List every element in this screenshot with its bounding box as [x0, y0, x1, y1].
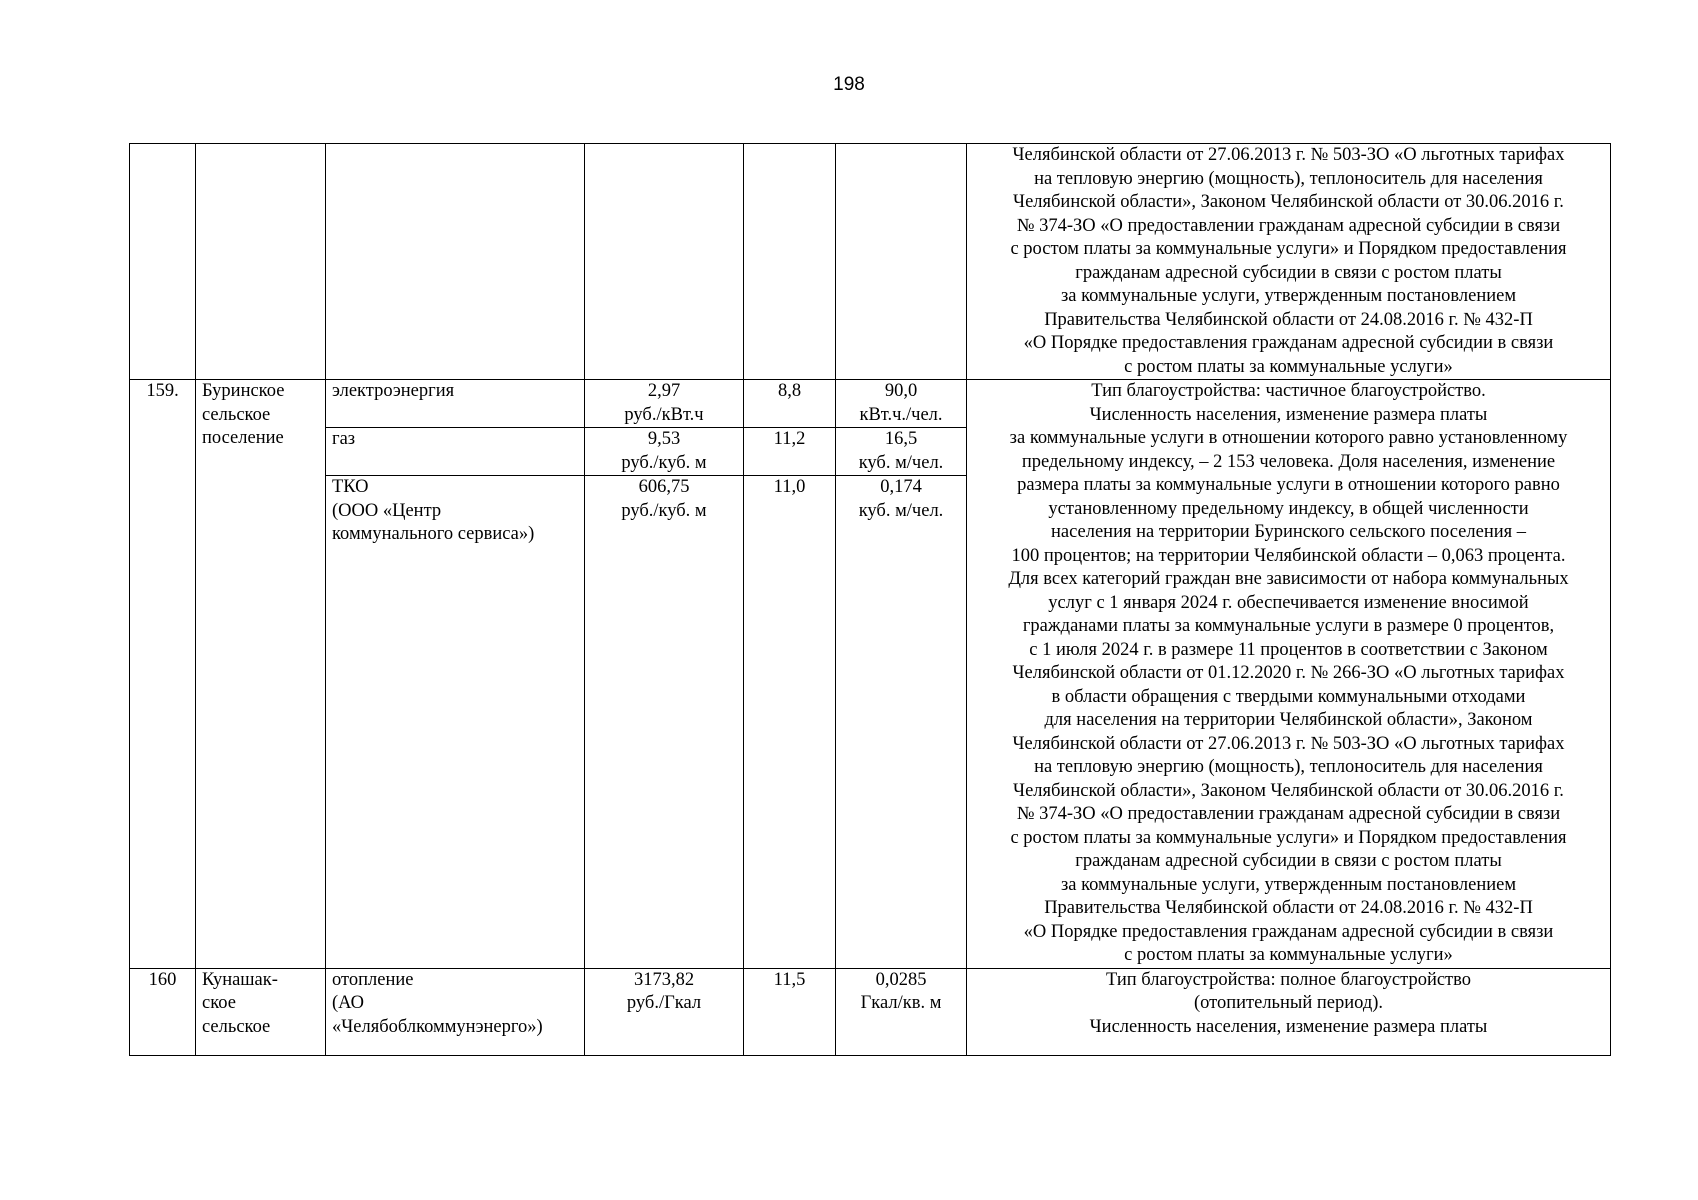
table-row-160: [130, 968, 1611, 1055]
service-name-line: коммунального сервиса»): [332, 524, 535, 545]
description-line: населения на территории Буринского сельского поселения –: [1050, 522, 1527, 542]
description-line: Челябинской области от 27.06.2013 г. № 503-ЗО «О льготных тарифах: [1012, 145, 1565, 165]
service-name-line: отопление: [332, 969, 414, 990]
service-name-line: газ: [332, 429, 356, 450]
description-line: на тепловую энергию (мощность), теплоноситель для населения: [1034, 757, 1543, 777]
description-line: Правительства Челябинской области от 24.08.2016 г. № 432-П: [1044, 898, 1533, 918]
settlement-name-line: Буринское: [202, 381, 285, 401]
percent-cell: [744, 144, 836, 380]
tariff-line: 606,75: [638, 477, 690, 498]
description-line: № 374-ЗО «О предоставлении гражданам адресной субсидии в связи: [1016, 804, 1561, 824]
description-line: в области обращения с твердыми коммунальными отходами: [1051, 686, 1526, 707]
tariff-line: руб./Гкал: [626, 993, 702, 1013]
description-line: Челябинской области от 01.12.2020 г. № 266-ЗО «О льготных тарифах: [1012, 663, 1565, 683]
tariff-value: [585, 380, 744, 428]
norm-line: 0,174: [880, 477, 922, 498]
norm-value: [836, 380, 967, 428]
tariff-value: [585, 968, 744, 1055]
row-number: 159.: [130, 380, 196, 969]
norm-value: [836, 476, 967, 968]
service-name-line: ТКО: [332, 477, 369, 498]
table-row-continuation: [130, 144, 1611, 380]
description-line: за коммунальные услуги в отношении которого равно установленному: [1009, 428, 1568, 448]
norm-line: 16,5: [884, 429, 918, 450]
settlement-cell: [196, 144, 326, 380]
norm-value: [836, 968, 967, 1055]
service-name-line: «Челябоблкоммунэнерго»): [332, 1016, 543, 1037]
tariff-cell: [585, 144, 744, 380]
norm-line: 90,0: [884, 381, 918, 401]
settlement-name-line: поселение: [202, 428, 284, 448]
percent-value: 11,0: [744, 476, 836, 968]
percent-value: 11,5: [744, 968, 836, 1055]
service-name: [326, 476, 585, 968]
description-line: размера платы за коммунальные услуги в отношении которого равно: [1017, 475, 1560, 495]
description-cell: [967, 968, 1611, 1055]
description-line: с 1 июля 2024 г. в размере 11 процентов в соответствии с Законом: [1029, 639, 1548, 660]
settlement-name: [196, 380, 326, 969]
service-name-line: электроэнергия: [332, 381, 455, 401]
tariff-value: [585, 428, 744, 476]
description-line: Тип благоустройства: полное благоустройство: [1105, 969, 1471, 990]
description-line: за коммунальные услуги, утвержденным постановлением: [1060, 286, 1517, 306]
description-line: гражданам адресной субсидии в связи с ростом платы: [1075, 262, 1502, 283]
description-line: Численность населения, изменение размера платы: [1089, 404, 1488, 425]
tariff-line: 9,53: [647, 429, 681, 450]
description-line: Для всех категорий граждан вне зависимости от набора коммунальных: [1008, 569, 1569, 589]
description-line: «О Порядке предоставления гражданам адресной субсидии в связи: [1023, 333, 1554, 353]
description-cell: [967, 144, 1611, 380]
tariff-line: 3173,82: [633, 969, 695, 990]
page-number: 198: [833, 74, 865, 95]
tariff-line: руб./куб. м: [621, 500, 707, 521]
settlement-name-line: сельское: [202, 404, 271, 425]
description-cell: [967, 380, 1611, 969]
service-name: [326, 968, 585, 1055]
description-line: Численность населения, изменение размера платы: [1089, 1016, 1488, 1037]
number-cell: [130, 144, 196, 380]
service-name: [326, 380, 585, 428]
description-line: с ростом платы за коммунальные услуги»: [1124, 356, 1453, 377]
description-line: с ростом платы за коммунальные услуги»: [1124, 945, 1453, 965]
service-cell: [326, 144, 585, 380]
norm-line: Гкал/кв. м: [860, 993, 942, 1013]
description-line: с ростом платы за коммунальные услуги» и Порядком предоставления: [1010, 827, 1567, 848]
description-line: Челябинской области от 27.06.2013 г. № 503-ЗО «О льготных тарифах: [1012, 733, 1565, 754]
table-row-159-electricity: [130, 380, 1611, 428]
service-name-line: (АО: [332, 993, 364, 1013]
tariff-line: руб./куб. м: [621, 452, 707, 473]
description-line: за коммунальные услуги, утвержденным постановлением: [1060, 874, 1517, 895]
description-line: № 374-ЗО «О предоставлении гражданам адресной субсидии в связи: [1016, 215, 1561, 236]
norm-cell: [836, 144, 967, 380]
description-line: Правительства Челябинской области от 24.08.2016 г. № 432-П: [1044, 309, 1533, 330]
norm-line: куб. м/чел.: [858, 500, 944, 521]
percent-value: 11,2: [744, 428, 836, 476]
settlement-name-line: сельское: [202, 1016, 271, 1037]
service-name: [326, 428, 585, 476]
description-line: для населения на территории Челябинской области», Законом: [1044, 710, 1533, 730]
tariff-line: руб./кВт.ч: [624, 404, 704, 425]
description-line: гражданами платы за коммунальные услуги в размере 0 процентов,: [1022, 616, 1555, 636]
norm-line: 0,0285: [875, 969, 927, 990]
description-line: Челябинской области», Законом Челябинской области от 30.06.2016 г.: [1013, 780, 1564, 801]
description-line: с ростом платы за коммунальные услуги» и Порядком предоставления: [1010, 239, 1567, 259]
description-line: гражданам адресной субсидии в связи с ростом платы: [1075, 851, 1502, 871]
norm-line: куб. м/чел.: [858, 452, 944, 473]
settlement-name: [196, 968, 326, 1055]
description-line: Тип благоустройства: частичное благоустройство.: [1091, 381, 1486, 401]
norm-line: кВт.ч./чел.: [859, 404, 943, 425]
row-number: 160: [130, 968, 196, 1055]
description-line: установленному предельному индексу, в общей численности: [1048, 498, 1529, 519]
service-name-line: (ООО «Центр: [332, 500, 442, 521]
description-line: на тепловую энергию (мощность), теплоноситель для населения: [1034, 168, 1543, 189]
percent-value: 8,8: [744, 380, 836, 428]
norm-value: [836, 428, 967, 476]
description-line: Челябинской области», Законом Челябинской области от 30.06.2016 г.: [1013, 192, 1564, 212]
tariff-table: [129, 143, 1611, 1056]
description-line: «О Порядке предоставления гражданам адресной субсидии в связи: [1023, 921, 1554, 942]
description-line: 100 процентов; на территории Челябинской области – 0,063 процента.: [1011, 545, 1566, 566]
tariff-value: [585, 476, 744, 968]
description-line: предельному индексу, – 2 153 человека. Доля населения, изменение: [1021, 451, 1556, 472]
description-line: услуг с 1 января 2024 г. обеспечивается изменение вносимой: [1048, 592, 1529, 613]
settlement-name-line: ское: [202, 993, 236, 1013]
description-line: (отопительный период).: [1193, 993, 1384, 1013]
tariff-line: 2,97: [647, 381, 681, 401]
settlement-name-line: Кунашак-: [202, 969, 278, 990]
